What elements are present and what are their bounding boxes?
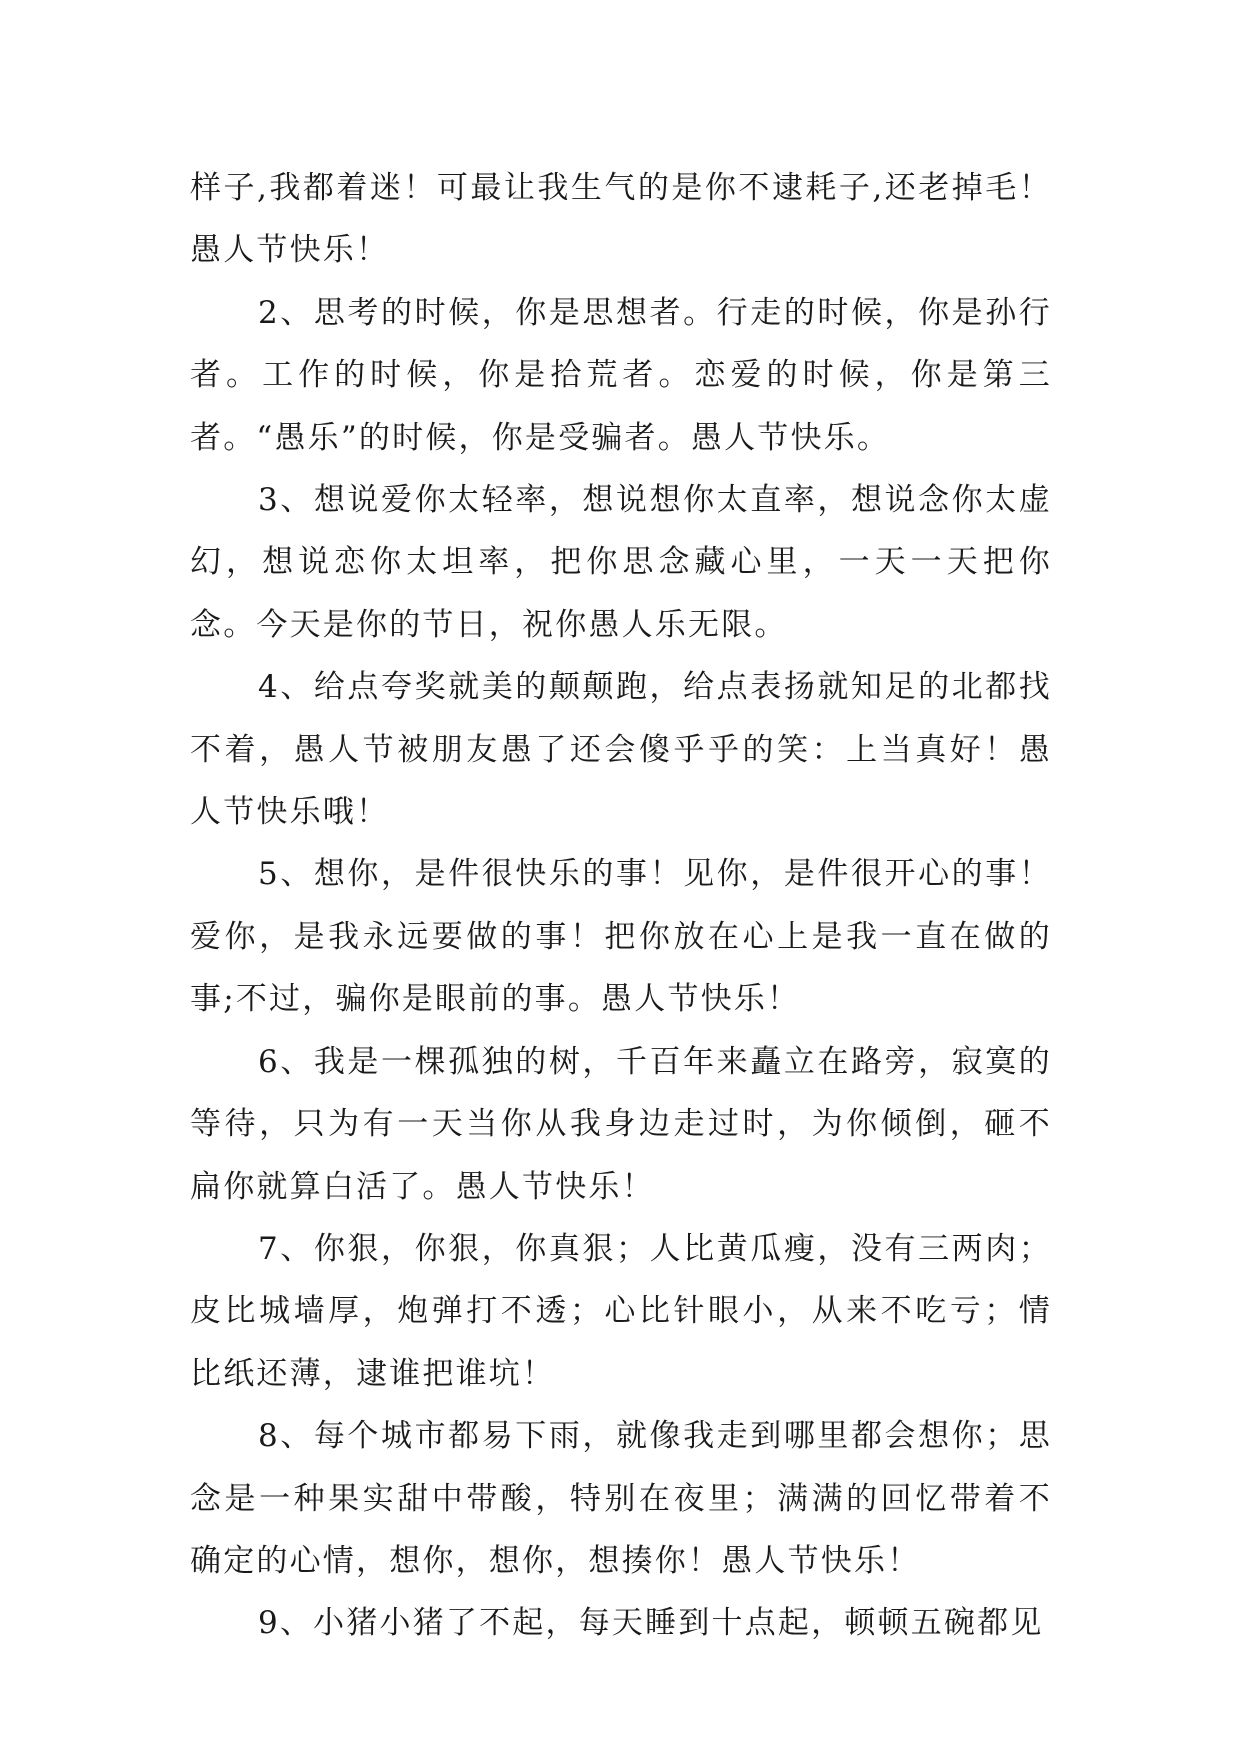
paragraph-7: 7、你狠，你狠，你真狠；人比黄瓜瘦，没有三两肉；皮比城墙厚，炮弹打不透；心比针眼小，从来不吃亏；情比纸还薄，逮谁把谁坑！ [190,1230,1052,1392]
paragraph-8: 8、每个城市都易下雨，就像我走到哪里都会想你；思念是一种果实甜中带酸，特别在夜里；满满的回忆带着不确定的心情，想你，想你，想揍你！愚人节快乐！ [190,1418,1052,1579]
paragraph-6: 6、我是一棵孤独的树，千百年来矗立在路旁，寂寞的等待，只为有一天当你从我身边走过时，为你倾倒，砸不扁你就算白活了。愚人节快乐！ [190,1043,1052,1205]
paragraph-4: 4、给点夸奖就美的颠颠跑，给点表扬就知足的北都找不着，愚人节被朋友愚了还会傻乎乎的笑：上当真好！愚人节快乐哦！ [190,669,1052,831]
paragraph-continuation: 样子,我都着迷！可最让我生气的是你不逮耗子,还老掉毛！愚人节快乐！ [190,170,1052,269]
paragraph-9: 9、小猪小猪了不起，每天睡到十点起，顿顿五碗都见 [258,1605,1044,1642]
body-text [190,157,1052,1655]
paragraph-2: 2、思考的时候，你是思想者。行走的时候，你是孙行者。工作的时候，你是拾荒者。恋爱的时候，你是第三者。“愚乐”的时候，你是受骗者。愚人节快乐。 [190,294,1052,456]
paragraph-5: 5、想你，是件很快乐的事！见你，是件很开心的事！爱你，是我永远要做的事！把你放在心上是我一直在做的事;不过，骗你是眼前的事。愚人节快乐！ [190,856,1052,1018]
paragraph-3: 3、想说爱你太轻率，想说想你太直率，想说念你太虚幻，想说恋你太坦率，把你思念藏心里，一天一天把你念。今天是你的节日，祝你愚人乐无限。 [190,482,1052,643]
